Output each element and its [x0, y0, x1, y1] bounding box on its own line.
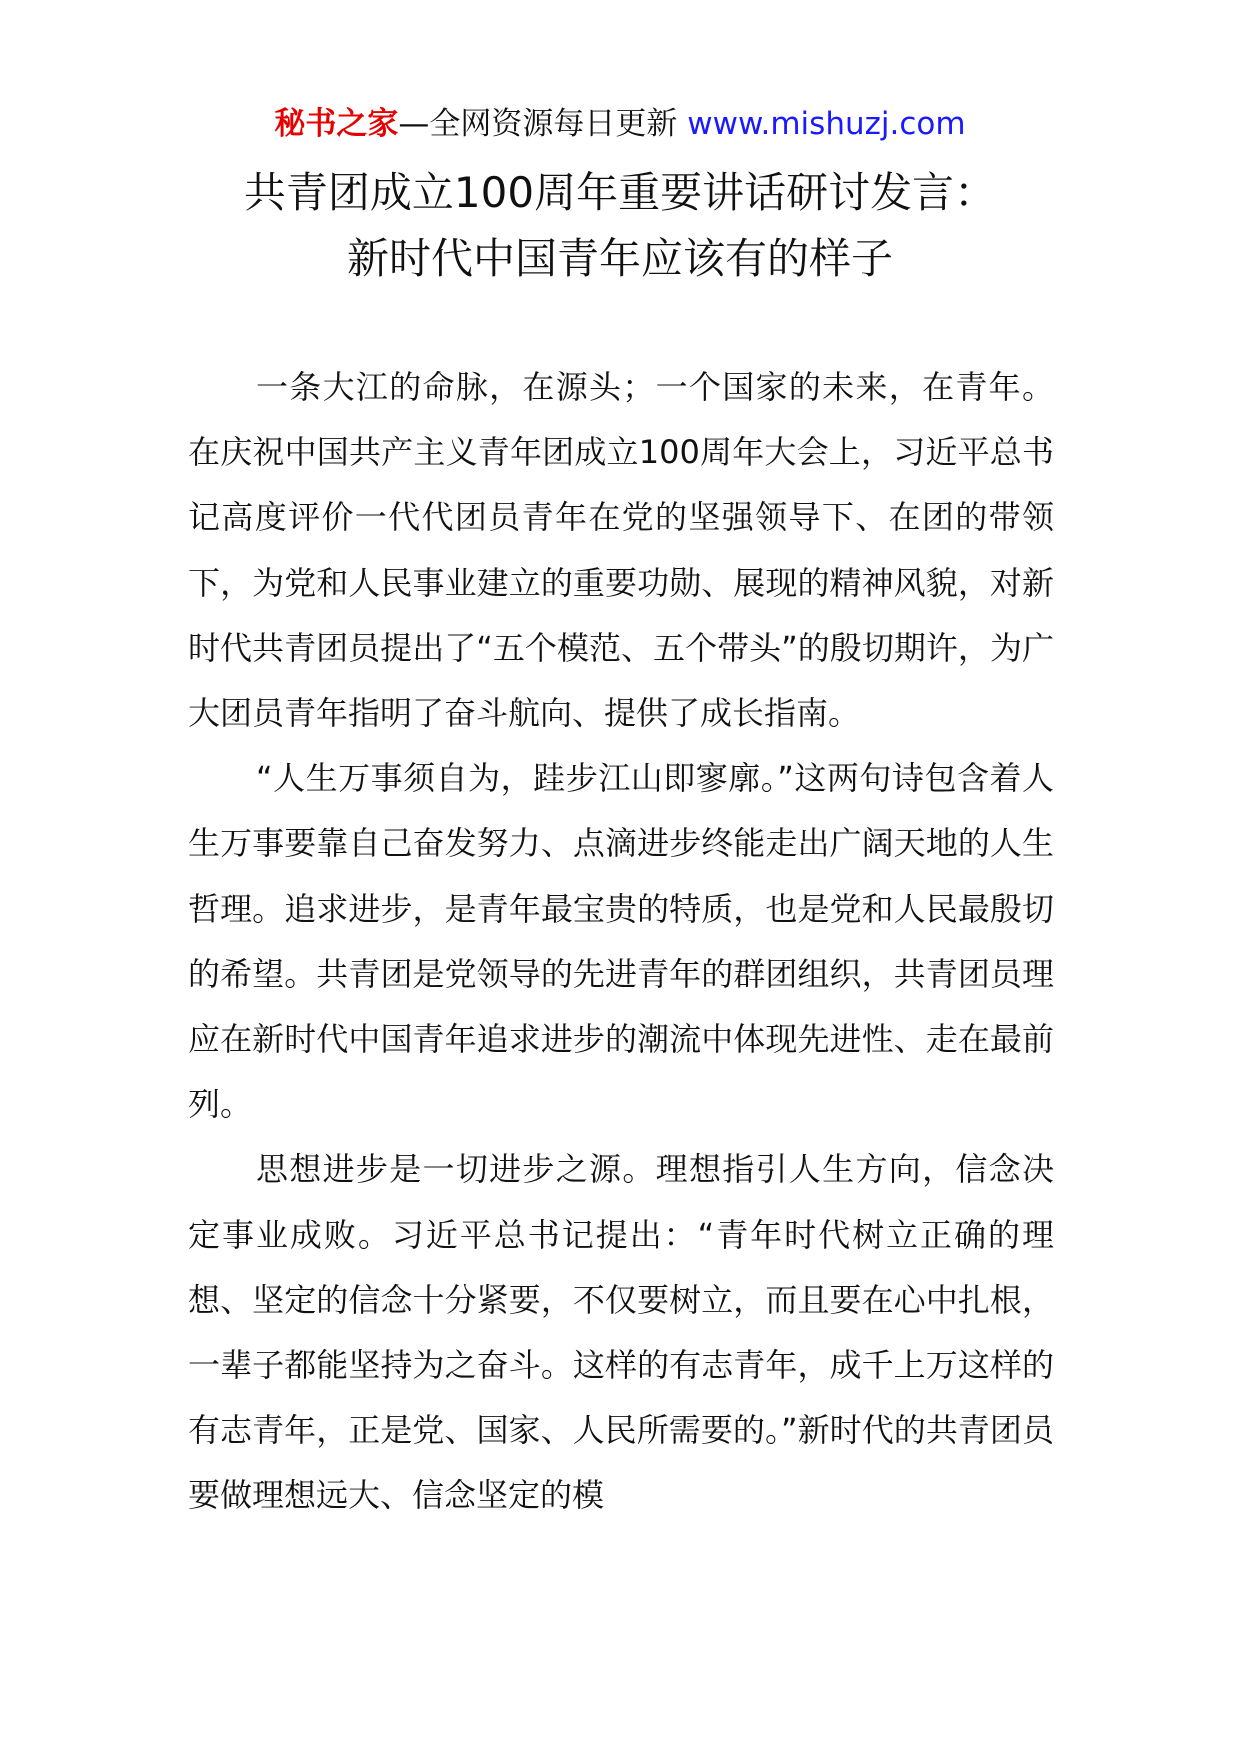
brand-name: 秘书之家: [274, 106, 399, 142]
paragraph-3: 思想进步是一切进步之源。理想指引人生方向，信念决定事业成败。习近平总书记提出：“青年时代树立正确的理想、坚定的信念十分紧要，不仅要树立，而且要在心中扎根，一辈子都能坚持为之奋斗。这样的有志青年，成千上万这样的有志青年，正是党、国家、人民所需要的。”新时代的共青团员要做理想远大、信念坚定的模: [188, 1150, 1054, 1515]
header-tagline: —全网资源每日更新: [398, 106, 688, 142]
paragraph-1: 一条大江的命脉，在源头；一个国家的未来，在青年。在庆祝中国共产主义青年团成立100周年大会上，习近平总书记高度评价一代代团员青年在党的坚强领导下、在团的带领下，为党和人民事业建立的重要功勋、展现的精神风貌，对新时代共青团员提出了“五个模范、五个带头”的殷切期许，为广大团员青年指明了奋斗航向、提供了成长指南。: [188, 368, 1054, 733]
title-line-2: 新时代中国青年应该有的样子: [346, 234, 893, 283]
site-header: [0, 102, 1240, 146]
document-title: [0, 160, 1240, 292]
title-line-1: 共青团成立100周年重要讲话研讨发言：: [243, 168, 997, 217]
paragraph-2: “人生万事须自为，跬步江山即寥廓。”这两句诗包含着人生万事要靠自己奋发努力、点滴进步终能走出广阔天地的人生哲理。追求进步，是青年最宝贵的特质，也是党和人民最殷切的希望。共青团是党领导的先进青年的群团组织，共青团员理应在新时代中国青年追求进步的潮流中体现先进性、走在最前列。: [188, 759, 1054, 1124]
site-url-link[interactable]: www.mishuzj.com: [687, 106, 966, 142]
document-body: [188, 355, 1054, 1529]
